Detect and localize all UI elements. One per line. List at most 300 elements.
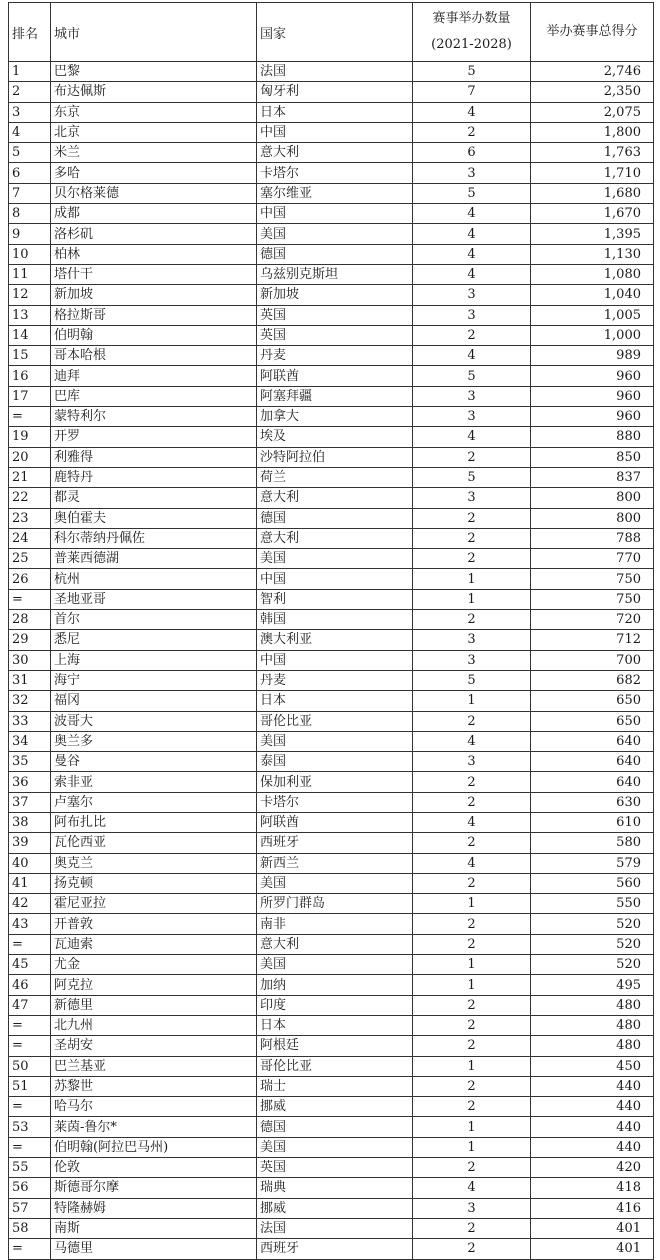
cell-city: 布达佩斯 [51, 82, 257, 102]
table-row [9, 1218, 654, 1238]
cell-city: 悉尼 [51, 630, 257, 650]
cell-total-score: 650 [531, 711, 654, 731]
cell-country: 塞尔维亚 [257, 183, 413, 203]
cell-event-count: 1 [413, 1137, 531, 1157]
cell-city: 扬克顿 [51, 873, 257, 893]
cell-event-count: 2 [413, 711, 531, 731]
cell-rank: 37 [9, 792, 51, 812]
cell-total-score: 440 [531, 1097, 654, 1117]
cell-country: 智利 [257, 589, 413, 609]
table-row [9, 934, 654, 954]
cell-total-score: 480 [531, 995, 654, 1015]
cell-total-score: 480 [531, 1036, 654, 1056]
cell-country: 加纳 [257, 975, 413, 995]
cell-city: 曼谷 [51, 752, 257, 772]
cell-rank: 40 [9, 853, 51, 873]
cell-event-count: 3 [413, 630, 531, 650]
cell-country: 卡塔尔 [257, 163, 413, 183]
cell-rank: 2 [9, 82, 51, 102]
cell-country: 中国 [257, 569, 413, 589]
table-row [9, 204, 654, 224]
cell-total-score: 2,746 [531, 62, 654, 82]
table-row [9, 914, 654, 934]
cell-country: 意大利 [257, 143, 413, 163]
table-row [9, 264, 654, 284]
cell-event-count: 2 [413, 549, 531, 569]
cell-rank: 23 [9, 508, 51, 528]
cell-total-score: 1,395 [531, 224, 654, 244]
cell-rank: 57 [9, 1198, 51, 1218]
cell-rank: 4 [9, 122, 51, 142]
cell-event-count: 2 [413, 1036, 531, 1056]
cell-city: 圣地亚哥 [51, 589, 257, 609]
header-row [9, 3, 654, 62]
table-row [9, 163, 654, 183]
table-row [9, 630, 654, 650]
table-row [9, 589, 654, 609]
cell-event-count: 2 [413, 914, 531, 934]
cell-country: 意大利 [257, 528, 413, 548]
cell-rank: 20 [9, 447, 51, 467]
table-row [9, 224, 654, 244]
cell-rank: 53 [9, 1117, 51, 1137]
cell-country: 乌兹别克斯坦 [257, 264, 413, 284]
cell-event-count: 1 [413, 691, 531, 711]
cell-country: 南非 [257, 914, 413, 934]
cell-total-score: 788 [531, 528, 654, 548]
cell-rank: 19 [9, 427, 51, 447]
cell-total-score: 989 [531, 346, 654, 366]
cell-city: 都灵 [51, 488, 257, 508]
cell-event-count: 4 [413, 731, 531, 751]
cell-rank: 26 [9, 569, 51, 589]
cell-total-score: 550 [531, 894, 654, 914]
cell-city: 蒙特利尔 [51, 407, 257, 427]
cell-total-score: 1,005 [531, 305, 654, 325]
header-rank: 排名 [9, 3, 51, 62]
table-row [9, 873, 654, 893]
table-row [9, 1158, 654, 1178]
cell-event-count: 1 [413, 569, 531, 589]
cell-event-count: 2 [413, 1076, 531, 1096]
cell-event-count: 3 [413, 163, 531, 183]
cell-rank: 14 [9, 325, 51, 345]
cell-city: 开普敦 [51, 914, 257, 934]
cell-total-score: 440 [531, 1076, 654, 1096]
table-row [9, 1117, 654, 1137]
cell-rank: 13 [9, 305, 51, 325]
cell-event-count: 2 [413, 325, 531, 345]
cell-event-count: 4 [413, 1178, 531, 1198]
cell-rank: 30 [9, 650, 51, 670]
cell-city: 利雅得 [51, 447, 257, 467]
cell-city: 马德里 [51, 1239, 257, 1259]
cell-city: 巴库 [51, 386, 257, 406]
ranking-table [8, 2, 654, 1260]
cell-city: 杭州 [51, 569, 257, 589]
cell-rank: 1 [9, 62, 51, 82]
cell-country: 沙特阿拉伯 [257, 447, 413, 467]
cell-city: 北九州 [51, 1015, 257, 1035]
cell-rank: 41 [9, 873, 51, 893]
table-row [9, 792, 654, 812]
cell-event-count: 6 [413, 143, 531, 163]
cell-rank: 22 [9, 488, 51, 508]
table-row [9, 731, 654, 751]
cell-country: 意大利 [257, 488, 413, 508]
cell-rank: = [9, 1036, 51, 1056]
cell-event-count: 4 [413, 224, 531, 244]
cell-total-score: 440 [531, 1117, 654, 1137]
cell-country: 意大利 [257, 934, 413, 954]
cell-event-count: 4 [413, 244, 531, 264]
cell-country: 德国 [257, 1117, 413, 1137]
cell-event-count: 1 [413, 589, 531, 609]
cell-country: 阿联酋 [257, 812, 413, 832]
cell-event-count: 1 [413, 1056, 531, 1076]
cell-rank: = [9, 1239, 51, 1259]
cell-city: 伯明翰 [51, 325, 257, 345]
cell-total-score: 1,763 [531, 143, 654, 163]
cell-city: 科尔蒂纳丹佩佐 [51, 528, 257, 548]
cell-city: 卢塞尔 [51, 792, 257, 812]
cell-rank: 5 [9, 143, 51, 163]
cell-city: 福冈 [51, 691, 257, 711]
cell-rank: = [9, 589, 51, 609]
cell-event-count: 4 [413, 812, 531, 832]
cell-event-count: 5 [413, 467, 531, 487]
cell-city: 特隆赫姆 [51, 1198, 257, 1218]
cell-country: 日本 [257, 1015, 413, 1035]
cell-city: 伦敦 [51, 1158, 257, 1178]
cell-city: 贝尔格莱德 [51, 183, 257, 203]
cell-total-score: 1,080 [531, 264, 654, 284]
cell-event-count: 5 [413, 183, 531, 203]
cell-rank: 35 [9, 752, 51, 772]
cell-total-score: 800 [531, 508, 654, 528]
cell-country: 所罗门群岛 [257, 894, 413, 914]
cell-country: 日本 [257, 691, 413, 711]
cell-event-count: 2 [413, 528, 531, 548]
table-row [9, 1056, 654, 1076]
cell-country: 新西兰 [257, 853, 413, 873]
cell-total-score: 1,000 [531, 325, 654, 345]
header-country: 国家 [257, 3, 413, 62]
cell-event-count: 4 [413, 204, 531, 224]
cell-total-score: 640 [531, 731, 654, 751]
table-row [9, 752, 654, 772]
cell-country: 丹麦 [257, 670, 413, 690]
cell-rank: 56 [9, 1178, 51, 1198]
table-row [9, 528, 654, 548]
cell-total-score: 1,800 [531, 122, 654, 142]
cell-rank: 24 [9, 528, 51, 548]
table-row [9, 122, 654, 142]
table-row [9, 691, 654, 711]
cell-total-score: 640 [531, 772, 654, 792]
cell-total-score: 712 [531, 630, 654, 650]
cell-country: 韩国 [257, 610, 413, 630]
table-row [9, 610, 654, 630]
cell-event-count: 4 [413, 427, 531, 447]
cell-rank: 16 [9, 366, 51, 386]
table-row [9, 325, 654, 345]
cell-country: 匈牙利 [257, 82, 413, 102]
table-row [9, 812, 654, 832]
cell-total-score: 960 [531, 366, 654, 386]
cell-event-count: 2 [413, 995, 531, 1015]
cell-total-score: 650 [531, 691, 654, 711]
cell-total-score: 1,130 [531, 244, 654, 264]
table-row [9, 1036, 654, 1056]
cell-total-score: 440 [531, 1137, 654, 1157]
cell-rank: 58 [9, 1218, 51, 1238]
cell-country: 阿塞拜疆 [257, 386, 413, 406]
table-row [9, 386, 654, 406]
cell-event-count: 5 [413, 366, 531, 386]
cell-rank: 15 [9, 346, 51, 366]
cell-city: 阿克拉 [51, 975, 257, 995]
cell-rank: 50 [9, 1056, 51, 1076]
table-row [9, 244, 654, 264]
cell-rank: 38 [9, 812, 51, 832]
cell-city: 洛杉矶 [51, 224, 257, 244]
table-row [9, 995, 654, 1015]
cell-city: 迪拜 [51, 366, 257, 386]
cell-event-count: 2 [413, 772, 531, 792]
cell-city: 索非亚 [51, 772, 257, 792]
cell-country: 卡塔尔 [257, 792, 413, 812]
cell-rank: 55 [9, 1158, 51, 1178]
cell-rank: 17 [9, 386, 51, 406]
cell-event-count: 3 [413, 650, 531, 670]
cell-country: 阿根廷 [257, 1036, 413, 1056]
cell-city: 南斯 [51, 1218, 257, 1238]
cell-rank: 3 [9, 102, 51, 122]
table-row [9, 62, 654, 82]
table-row [9, 508, 654, 528]
cell-country: 阿联酋 [257, 366, 413, 386]
table-row [9, 447, 654, 467]
cell-total-score: 960 [531, 386, 654, 406]
cell-country: 哥伦比亚 [257, 711, 413, 731]
cell-city: 格拉斯哥 [51, 305, 257, 325]
cell-country: 澳大利亚 [257, 630, 413, 650]
cell-country: 挪威 [257, 1198, 413, 1218]
cell-event-count: 1 [413, 1117, 531, 1137]
header-event-count-years: (2021-2028) [431, 37, 512, 52]
cell-country: 法国 [257, 1218, 413, 1238]
cell-country: 德国 [257, 244, 413, 264]
cell-event-count: 4 [413, 102, 531, 122]
cell-city: 米兰 [51, 143, 257, 163]
table-row [9, 346, 654, 366]
cell-city: 圣胡安 [51, 1036, 257, 1056]
cell-country: 美国 [257, 224, 413, 244]
cell-event-count: 3 [413, 1198, 531, 1218]
cell-rank: 28 [9, 610, 51, 630]
table-row [9, 670, 654, 690]
table-row [9, 143, 654, 163]
cell-city: 巴黎 [51, 62, 257, 82]
cell-event-count: 2 [413, 873, 531, 893]
cell-total-score: 520 [531, 914, 654, 934]
table-row [9, 366, 654, 386]
cell-total-score: 560 [531, 873, 654, 893]
cell-city: 哈马尔 [51, 1097, 257, 1117]
cell-country: 美国 [257, 549, 413, 569]
cell-total-score: 770 [531, 549, 654, 569]
cell-total-score: 750 [531, 589, 654, 609]
table-row [9, 853, 654, 873]
cell-city: 塔什干 [51, 264, 257, 284]
table-row [9, 1097, 654, 1117]
cell-country: 中国 [257, 204, 413, 224]
cell-city: 瓦伦西亚 [51, 833, 257, 853]
cell-event-count: 2 [413, 1097, 531, 1117]
cell-rank: = [9, 1097, 51, 1117]
table-row [9, 285, 654, 305]
cell-city: 上海 [51, 650, 257, 670]
cell-rank: 46 [9, 975, 51, 995]
cell-total-score: 720 [531, 610, 654, 630]
cell-total-score: 450 [531, 1056, 654, 1076]
cell-total-score: 520 [531, 955, 654, 975]
cell-total-score: 416 [531, 1198, 654, 1218]
table-row [9, 183, 654, 203]
table-row [9, 549, 654, 569]
cell-total-score: 837 [531, 467, 654, 487]
cell-country: 埃及 [257, 427, 413, 447]
cell-city: 瓦迪索 [51, 934, 257, 954]
cell-rank: 8 [9, 204, 51, 224]
cell-total-score: 520 [531, 934, 654, 954]
cell-total-score: 800 [531, 488, 654, 508]
cell-country: 泰国 [257, 752, 413, 772]
cell-country: 中国 [257, 122, 413, 142]
cell-event-count: 5 [413, 62, 531, 82]
cell-city: 新德里 [51, 995, 257, 1015]
cell-city: 苏黎世 [51, 1076, 257, 1096]
cell-country: 中国 [257, 650, 413, 670]
table-row [9, 427, 654, 447]
cell-country: 挪威 [257, 1097, 413, 1117]
cell-country: 保加利亚 [257, 772, 413, 792]
cell-event-count: 2 [413, 122, 531, 142]
cell-rank: 11 [9, 264, 51, 284]
cell-rank: 7 [9, 183, 51, 203]
cell-total-score: 1,710 [531, 163, 654, 183]
cell-event-count: 2 [413, 833, 531, 853]
cell-country: 加拿大 [257, 407, 413, 427]
cell-city: 海宁 [51, 670, 257, 690]
cell-event-count: 3 [413, 386, 531, 406]
cell-event-count: 2 [413, 1015, 531, 1035]
cell-event-count: 3 [413, 285, 531, 305]
table-row [9, 711, 654, 731]
table-row [9, 488, 654, 508]
cell-city: 奥伯霍夫 [51, 508, 257, 528]
cell-rank: 42 [9, 894, 51, 914]
cell-rank: 45 [9, 955, 51, 975]
cell-event-count: 7 [413, 82, 531, 102]
cell-total-score: 480 [531, 1015, 654, 1035]
cell-country: 西班牙 [257, 833, 413, 853]
cell-city: 开罗 [51, 427, 257, 447]
cell-rank: 6 [9, 163, 51, 183]
cell-total-score: 1,670 [531, 204, 654, 224]
cell-total-score: 495 [531, 975, 654, 995]
cell-city: 莱茵-鲁尔* [51, 1117, 257, 1137]
cell-total-score: 1,680 [531, 183, 654, 203]
header-event-count [413, 3, 531, 62]
cell-country: 新加坡 [257, 285, 413, 305]
cell-total-score: 880 [531, 427, 654, 447]
cell-city: 哥本哈根 [51, 346, 257, 366]
cell-total-score: 610 [531, 812, 654, 832]
cell-event-count: 4 [413, 346, 531, 366]
cell-country: 瑞典 [257, 1178, 413, 1198]
cell-country: 瑞士 [257, 1076, 413, 1096]
cell-total-score: 580 [531, 833, 654, 853]
cell-country: 法国 [257, 62, 413, 82]
cell-rank: 43 [9, 914, 51, 934]
cell-country: 英国 [257, 1158, 413, 1178]
cell-country: 荷兰 [257, 467, 413, 487]
table-row [9, 82, 654, 102]
cell-country: 日本 [257, 102, 413, 122]
cell-city: 新加坡 [51, 285, 257, 305]
cell-city: 东京 [51, 102, 257, 122]
cell-event-count: 2 [413, 1239, 531, 1259]
cell-total-score: 2,075 [531, 102, 654, 122]
cell-country: 美国 [257, 731, 413, 751]
cell-event-count: 5 [413, 670, 531, 690]
table-row [9, 650, 654, 670]
cell-total-score: 700 [531, 650, 654, 670]
cell-total-score: 640 [531, 752, 654, 772]
cell-rank: = [9, 1015, 51, 1035]
table-row [9, 1137, 654, 1157]
table-row [9, 975, 654, 995]
table-row [9, 1015, 654, 1035]
cell-rank: 33 [9, 711, 51, 731]
cell-city: 奥克兰 [51, 853, 257, 873]
cell-event-count: 3 [413, 305, 531, 325]
cell-event-count: 2 [413, 447, 531, 467]
cell-total-score: 850 [531, 447, 654, 467]
cell-event-count: 1 [413, 975, 531, 995]
cell-country: 美国 [257, 955, 413, 975]
cell-rank: 21 [9, 467, 51, 487]
cell-city: 柏林 [51, 244, 257, 264]
cell-city: 首尔 [51, 610, 257, 630]
cell-country: 德国 [257, 508, 413, 528]
cell-country: 英国 [257, 325, 413, 345]
cell-total-score: 401 [531, 1218, 654, 1238]
table-row [9, 1239, 654, 1259]
cell-event-count: 2 [413, 1158, 531, 1178]
cell-rank: = [9, 1137, 51, 1157]
table-row [9, 102, 654, 122]
table-row [9, 833, 654, 853]
cell-rank: 9 [9, 224, 51, 244]
table-row [9, 467, 654, 487]
cell-total-score: 418 [531, 1178, 654, 1198]
cell-city: 鹿特丹 [51, 467, 257, 487]
cell-total-score: 2,350 [531, 82, 654, 102]
cell-rank: 10 [9, 244, 51, 264]
